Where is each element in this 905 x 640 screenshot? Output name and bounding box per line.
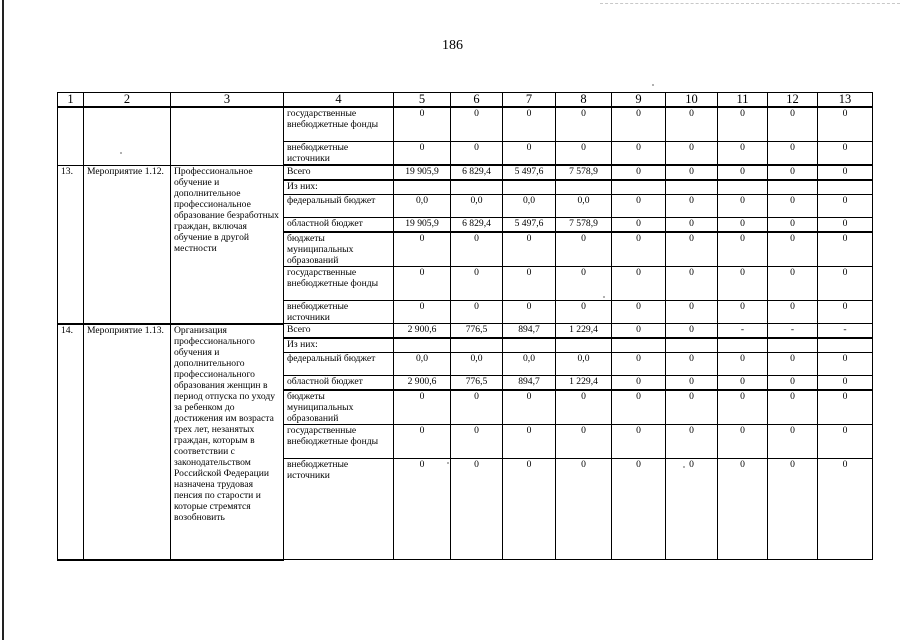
value-cell: 0,0 bbox=[451, 353, 503, 376]
funding-source: внебюджетные источники bbox=[284, 301, 394, 324]
value-cell: 0 bbox=[818, 353, 873, 376]
value-cell: 0 bbox=[556, 107, 612, 142]
value-cell: 0 bbox=[718, 218, 768, 233]
value-cell: 0 bbox=[818, 376, 873, 391]
value-cell: 0 bbox=[556, 459, 612, 560]
value-cell bbox=[503, 338, 556, 353]
value-cell: 0,0 bbox=[503, 195, 556, 218]
value-cell: 0 bbox=[718, 107, 768, 142]
value-cell: 0 bbox=[718, 142, 768, 166]
value-cell: 0 bbox=[666, 218, 718, 233]
table-row bbox=[58, 107, 873, 142]
activity-index: 13. bbox=[58, 165, 84, 324]
value-cell: 0 bbox=[818, 195, 873, 218]
funding-source: Всего bbox=[284, 324, 394, 339]
value-cell bbox=[818, 180, 873, 195]
value-cell bbox=[556, 180, 612, 195]
value-cell bbox=[612, 180, 666, 195]
activity-description: Организация профессионального обучения и дополнительного профессионального образования женщин в период отпуска по уходу за ребенком до достижения им возраста трех лет, незанятых граждан, которым в соответствии с законодательством Российской Федерации назначена трудовая пенсия по старости и которые стремятся возобновить bbox=[171, 324, 284, 560]
value-cell: 0 bbox=[612, 459, 666, 560]
value-cell: 0 bbox=[503, 107, 556, 142]
activity-name: Мероприятие 1.12. bbox=[84, 165, 171, 324]
scan-edge bbox=[2, 0, 4, 640]
value-cell bbox=[666, 180, 718, 195]
value-cell: 0 bbox=[666, 459, 718, 560]
value-cell: 0 bbox=[666, 425, 718, 459]
value-cell: 894,7 bbox=[503, 324, 556, 339]
value-cell: 0 bbox=[394, 390, 451, 425]
value-cell: 0,0 bbox=[556, 353, 612, 376]
column-header: 11 bbox=[718, 93, 768, 108]
value-cell: 0 bbox=[451, 459, 503, 560]
column-header: 8 bbox=[556, 93, 612, 108]
value-cell: 0 bbox=[556, 267, 612, 301]
value-cell: 0 bbox=[818, 459, 873, 560]
value-cell: 1 229,4 bbox=[556, 376, 612, 391]
budget-table bbox=[57, 92, 873, 561]
activity-name: Мероприятие 1.13. bbox=[84, 324, 171, 560]
value-cell: - bbox=[768, 324, 818, 339]
value-cell bbox=[556, 338, 612, 353]
value-cell: - bbox=[718, 324, 768, 339]
value-cell: 0 bbox=[666, 376, 718, 391]
column-header: 5 bbox=[394, 93, 451, 108]
value-cell: 0 bbox=[718, 459, 768, 560]
value-cell: 0,0 bbox=[503, 353, 556, 376]
value-cell: 0 bbox=[451, 232, 503, 267]
value-cell: 0 bbox=[503, 425, 556, 459]
value-cell: 0 bbox=[451, 267, 503, 301]
column-header: 6 bbox=[451, 93, 503, 108]
value-cell: 0 bbox=[394, 267, 451, 301]
funding-source: внебюджетные источники bbox=[284, 459, 394, 560]
value-cell: 0 bbox=[556, 390, 612, 425]
value-cell: 0 bbox=[503, 232, 556, 267]
value-cell bbox=[718, 338, 768, 353]
value-cell: 0 bbox=[666, 301, 718, 324]
value-cell bbox=[666, 338, 718, 353]
funding-source: государственные внебюджетные фонды bbox=[284, 425, 394, 459]
empty-cell bbox=[58, 107, 84, 165]
value-cell: 0 bbox=[612, 353, 666, 376]
value-cell: 0 bbox=[612, 324, 666, 339]
column-header: 1 bbox=[58, 93, 84, 108]
value-cell: 0 bbox=[768, 165, 818, 180]
value-cell: 2 900,6 bbox=[394, 376, 451, 391]
value-cell: 0 bbox=[818, 390, 873, 425]
value-cell: 1 229,4 bbox=[556, 324, 612, 339]
value-cell: 776,5 bbox=[451, 324, 503, 339]
value-cell: 0 bbox=[451, 107, 503, 142]
value-cell: 0 bbox=[451, 301, 503, 324]
value-cell: 6 829,4 bbox=[451, 218, 503, 233]
value-cell: 0 bbox=[556, 301, 612, 324]
value-cell: 0 bbox=[451, 390, 503, 425]
value-cell: 0 bbox=[612, 142, 666, 166]
value-cell: 0 bbox=[612, 301, 666, 324]
value-cell: 0,0 bbox=[451, 195, 503, 218]
value-cell: 0 bbox=[818, 165, 873, 180]
value-cell: 0 bbox=[768, 142, 818, 166]
value-cell: 0 bbox=[718, 267, 768, 301]
value-cell bbox=[818, 338, 873, 353]
value-cell: 7 578,9 bbox=[556, 165, 612, 180]
value-cell bbox=[768, 180, 818, 195]
value-cell: - bbox=[818, 324, 873, 339]
header-row bbox=[58, 93, 873, 108]
column-header: 2 bbox=[84, 93, 171, 108]
funding-source: Всего bbox=[284, 165, 394, 180]
table-row bbox=[58, 165, 873, 180]
value-cell: 0 bbox=[503, 390, 556, 425]
activity-description: Профессиональное обучение и дополнительное профессиональное образование безработных граждан, включая обучение в другой местности bbox=[171, 165, 284, 324]
value-cell: 0 bbox=[818, 267, 873, 301]
value-cell: 0 bbox=[818, 107, 873, 142]
value-cell: 0 bbox=[612, 390, 666, 425]
value-cell: 0 bbox=[666, 195, 718, 218]
value-cell: 0 bbox=[718, 390, 768, 425]
value-cell bbox=[451, 180, 503, 195]
value-cell: 0 bbox=[768, 376, 818, 391]
value-cell: 0 bbox=[394, 425, 451, 459]
value-cell: 0 bbox=[768, 390, 818, 425]
value-cell: 0,0 bbox=[394, 353, 451, 376]
value-cell: 0 bbox=[718, 232, 768, 267]
value-cell: 5 497,6 bbox=[503, 165, 556, 180]
column-header: 10 bbox=[666, 93, 718, 108]
funding-source: областной бюджет bbox=[284, 376, 394, 391]
value-cell: 0 bbox=[666, 324, 718, 339]
funding-source: государственные внебюджетные фонды bbox=[284, 267, 394, 301]
value-cell: 6 829,4 bbox=[451, 165, 503, 180]
funding-source: государственные внебюджетные фонды bbox=[284, 107, 394, 142]
funding-source: Из них: bbox=[284, 338, 394, 353]
value-cell: 0 bbox=[394, 142, 451, 166]
scan-marks bbox=[600, 3, 900, 5]
funding-source: областной бюджет bbox=[284, 218, 394, 233]
value-cell: 0 bbox=[612, 165, 666, 180]
column-header: 12 bbox=[768, 93, 818, 108]
value-cell: 0 bbox=[612, 195, 666, 218]
value-cell: 0 bbox=[394, 301, 451, 324]
value-cell: 0 bbox=[612, 425, 666, 459]
value-cell: 0,0 bbox=[394, 195, 451, 218]
value-cell: 0 bbox=[503, 301, 556, 324]
column-header: 4 bbox=[284, 93, 394, 108]
value-cell: 0 bbox=[612, 107, 666, 142]
value-cell: 19 905,9 bbox=[394, 218, 451, 233]
value-cell: 0 bbox=[612, 218, 666, 233]
funding-source: федеральный бюджет bbox=[284, 195, 394, 218]
value-cell: 776,5 bbox=[451, 376, 503, 391]
value-cell: 0 bbox=[451, 425, 503, 459]
value-cell: 0 bbox=[666, 165, 718, 180]
value-cell bbox=[451, 338, 503, 353]
value-cell: 0 bbox=[394, 107, 451, 142]
value-cell: 0 bbox=[768, 267, 818, 301]
scan-speck bbox=[652, 84, 654, 86]
value-cell: 0 bbox=[818, 425, 873, 459]
value-cell bbox=[718, 180, 768, 195]
value-cell: 0 bbox=[768, 107, 818, 142]
value-cell: 0 bbox=[556, 142, 612, 166]
page-number: 186 bbox=[442, 38, 463, 53]
value-cell: 0 bbox=[666, 107, 718, 142]
value-cell: 0 bbox=[768, 425, 818, 459]
value-cell: 0 bbox=[666, 267, 718, 301]
value-cell: 0 bbox=[818, 232, 873, 267]
funding-source: внебюджетные источники bbox=[284, 142, 394, 166]
value-cell bbox=[612, 338, 666, 353]
value-cell: 0 bbox=[768, 218, 818, 233]
value-cell: 0 bbox=[768, 195, 818, 218]
value-cell: 0 bbox=[612, 232, 666, 267]
value-cell: 0 bbox=[556, 425, 612, 459]
value-cell: 7 578,9 bbox=[556, 218, 612, 233]
value-cell bbox=[768, 338, 818, 353]
value-cell: 0 bbox=[666, 232, 718, 267]
value-cell: 0 bbox=[556, 232, 612, 267]
funding-source: Из них: bbox=[284, 180, 394, 195]
value-cell: 0 bbox=[503, 267, 556, 301]
value-cell: 0 bbox=[718, 165, 768, 180]
value-cell: 5 497,6 bbox=[503, 218, 556, 233]
value-cell: 0 bbox=[768, 353, 818, 376]
empty-cell bbox=[84, 107, 171, 165]
activity-index: 14. bbox=[58, 324, 84, 560]
value-cell: 0 bbox=[718, 376, 768, 391]
value-cell bbox=[503, 180, 556, 195]
value-cell bbox=[394, 338, 451, 353]
value-cell: 0 bbox=[818, 142, 873, 166]
table-row bbox=[58, 324, 873, 339]
value-cell: 0 bbox=[394, 232, 451, 267]
value-cell: 0 bbox=[666, 353, 718, 376]
value-cell: 0 bbox=[612, 267, 666, 301]
value-cell: 0 bbox=[718, 353, 768, 376]
column-header: 9 bbox=[612, 93, 666, 108]
value-cell: 0 bbox=[768, 301, 818, 324]
column-header: 7 bbox=[503, 93, 556, 108]
empty-cell bbox=[171, 107, 284, 165]
value-cell: 0 bbox=[666, 390, 718, 425]
value-cell: 19 905,9 bbox=[394, 165, 451, 180]
value-cell: 0 bbox=[718, 301, 768, 324]
value-cell: 894,7 bbox=[503, 376, 556, 391]
funding-source: бюджеты муниципальных образований bbox=[284, 232, 394, 267]
value-cell: 0 bbox=[718, 195, 768, 218]
value-cell: 0 bbox=[503, 459, 556, 560]
value-cell: 0 bbox=[818, 218, 873, 233]
value-cell: 0 bbox=[768, 232, 818, 267]
value-cell: 0 bbox=[718, 425, 768, 459]
funding-source: федеральный бюджет bbox=[284, 353, 394, 376]
value-cell: 0 bbox=[451, 142, 503, 166]
column-header: 13 bbox=[818, 93, 873, 108]
value-cell: 0 bbox=[768, 459, 818, 560]
value-cell bbox=[394, 180, 451, 195]
value-cell: 0 bbox=[503, 142, 556, 166]
value-cell: 0 bbox=[666, 142, 718, 166]
value-cell: 0 bbox=[394, 459, 451, 560]
value-cell: 0 bbox=[612, 376, 666, 391]
funding-source: бюджеты муниципальных образований bbox=[284, 390, 394, 425]
column-header: 3 bbox=[171, 93, 284, 108]
value-cell: 0,0 bbox=[556, 195, 612, 218]
value-cell: 2 900,6 bbox=[394, 324, 451, 339]
value-cell: 0 bbox=[818, 301, 873, 324]
